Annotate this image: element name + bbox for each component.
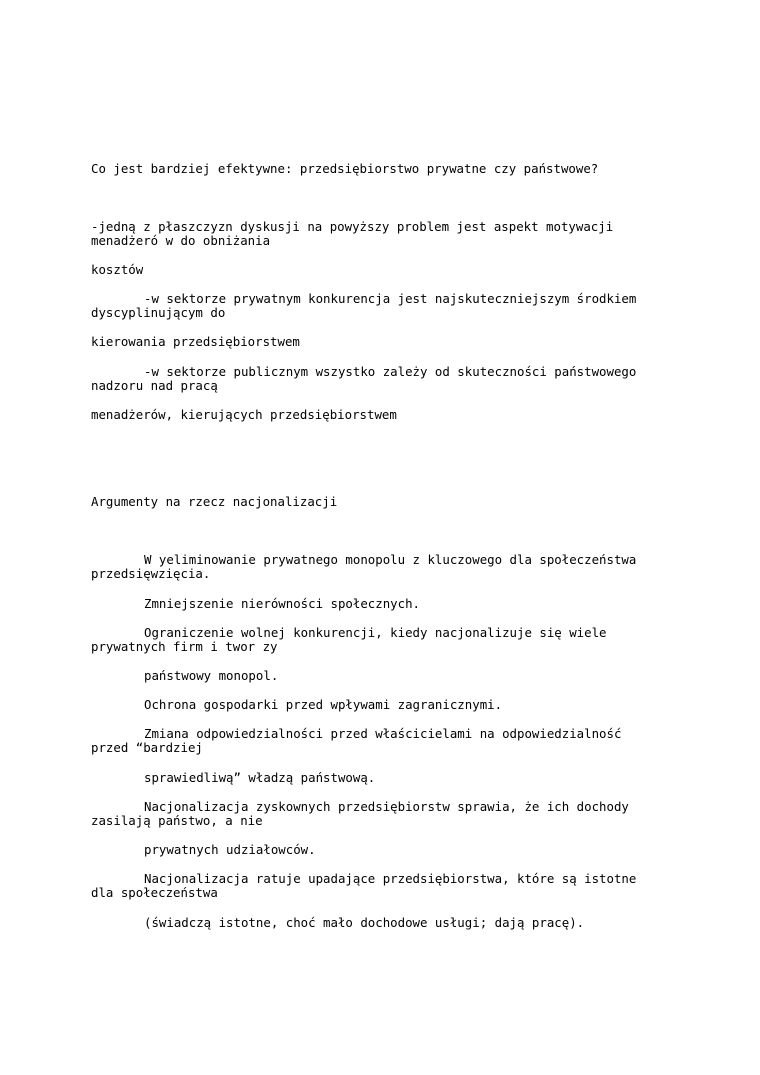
paragraph-line: kierowania przedsiębiorstwem	[91, 334, 300, 349]
list-item-line: Ograniczenie wolnej konkurencji, kiedy nacjonalizuje się wiele	[144, 625, 607, 640]
list-item-line: Ochrona gospodarki przed wpływami zagranicznymi.	[144, 697, 503, 712]
paragraph-line: -w sektorze publicznym wszystko zależy od skuteczności państwowego	[144, 364, 637, 379]
section-heading: Argumenty na rzecz nacjonalizacji	[91, 494, 338, 509]
paragraph-line: -w sektorze prywatnym konkurencja jest najskuteczniejszym środkiem	[144, 291, 637, 306]
list-item-line: prywatnych firm i twor zy	[91, 639, 278, 654]
paragraph-line: nadzoru nad pracą	[91, 378, 218, 393]
paragraph-line: dyscyplinującym do	[91, 305, 226, 320]
paragraph-line: -jedną z płaszczyzn dyskusji na powyższy problem jest aspekt motywacji	[91, 219, 614, 234]
list-item-line: przed “bardziej	[91, 740, 203, 755]
list-item-line: Zmniejszenie nierówności społecznych.	[144, 596, 421, 611]
list-item-line: Nacjonalizacja ratuje upadające przedsiębiorstwa, które są istotne	[144, 871, 637, 886]
list-item-line: Nacjonalizacja zyskownych przedsiębiorstw sprawia, że ich dochody	[144, 799, 629, 814]
paragraph-line: menadżeró w do obniżania	[91, 233, 271, 248]
paragraph-line: menadżerów, kierujących przedsiębiorstwem	[91, 407, 397, 422]
list-item-line: (świadczą istotne, choć mało dochodowe usługi; dają pracę).	[144, 915, 585, 930]
list-item-line: W yeliminowanie prywatnego monopolu z kluczowego dla społeczeństwa	[144, 552, 637, 567]
list-item-line: prywatnych udziałowców.	[144, 842, 316, 857]
list-item-line: zasilają państwo, a nie	[91, 813, 263, 828]
paragraph-line: kosztów	[91, 262, 144, 277]
list-item-line: sprawiedliwą” władzą państwową.	[144, 770, 376, 785]
list-item-line: przedsięwzięcia.	[91, 566, 211, 581]
document-title: Co jest bardziej efektywne: przedsiębiorstwo prywatne czy państwowe?	[91, 161, 599, 176]
list-item-line: dla społeczeństwa	[91, 885, 218, 900]
list-item-line: państwowy monopol.	[144, 668, 279, 683]
list-item-line: Zmiana odpowiedzialności przed właścicielami na odpowiedzialność	[144, 726, 622, 741]
